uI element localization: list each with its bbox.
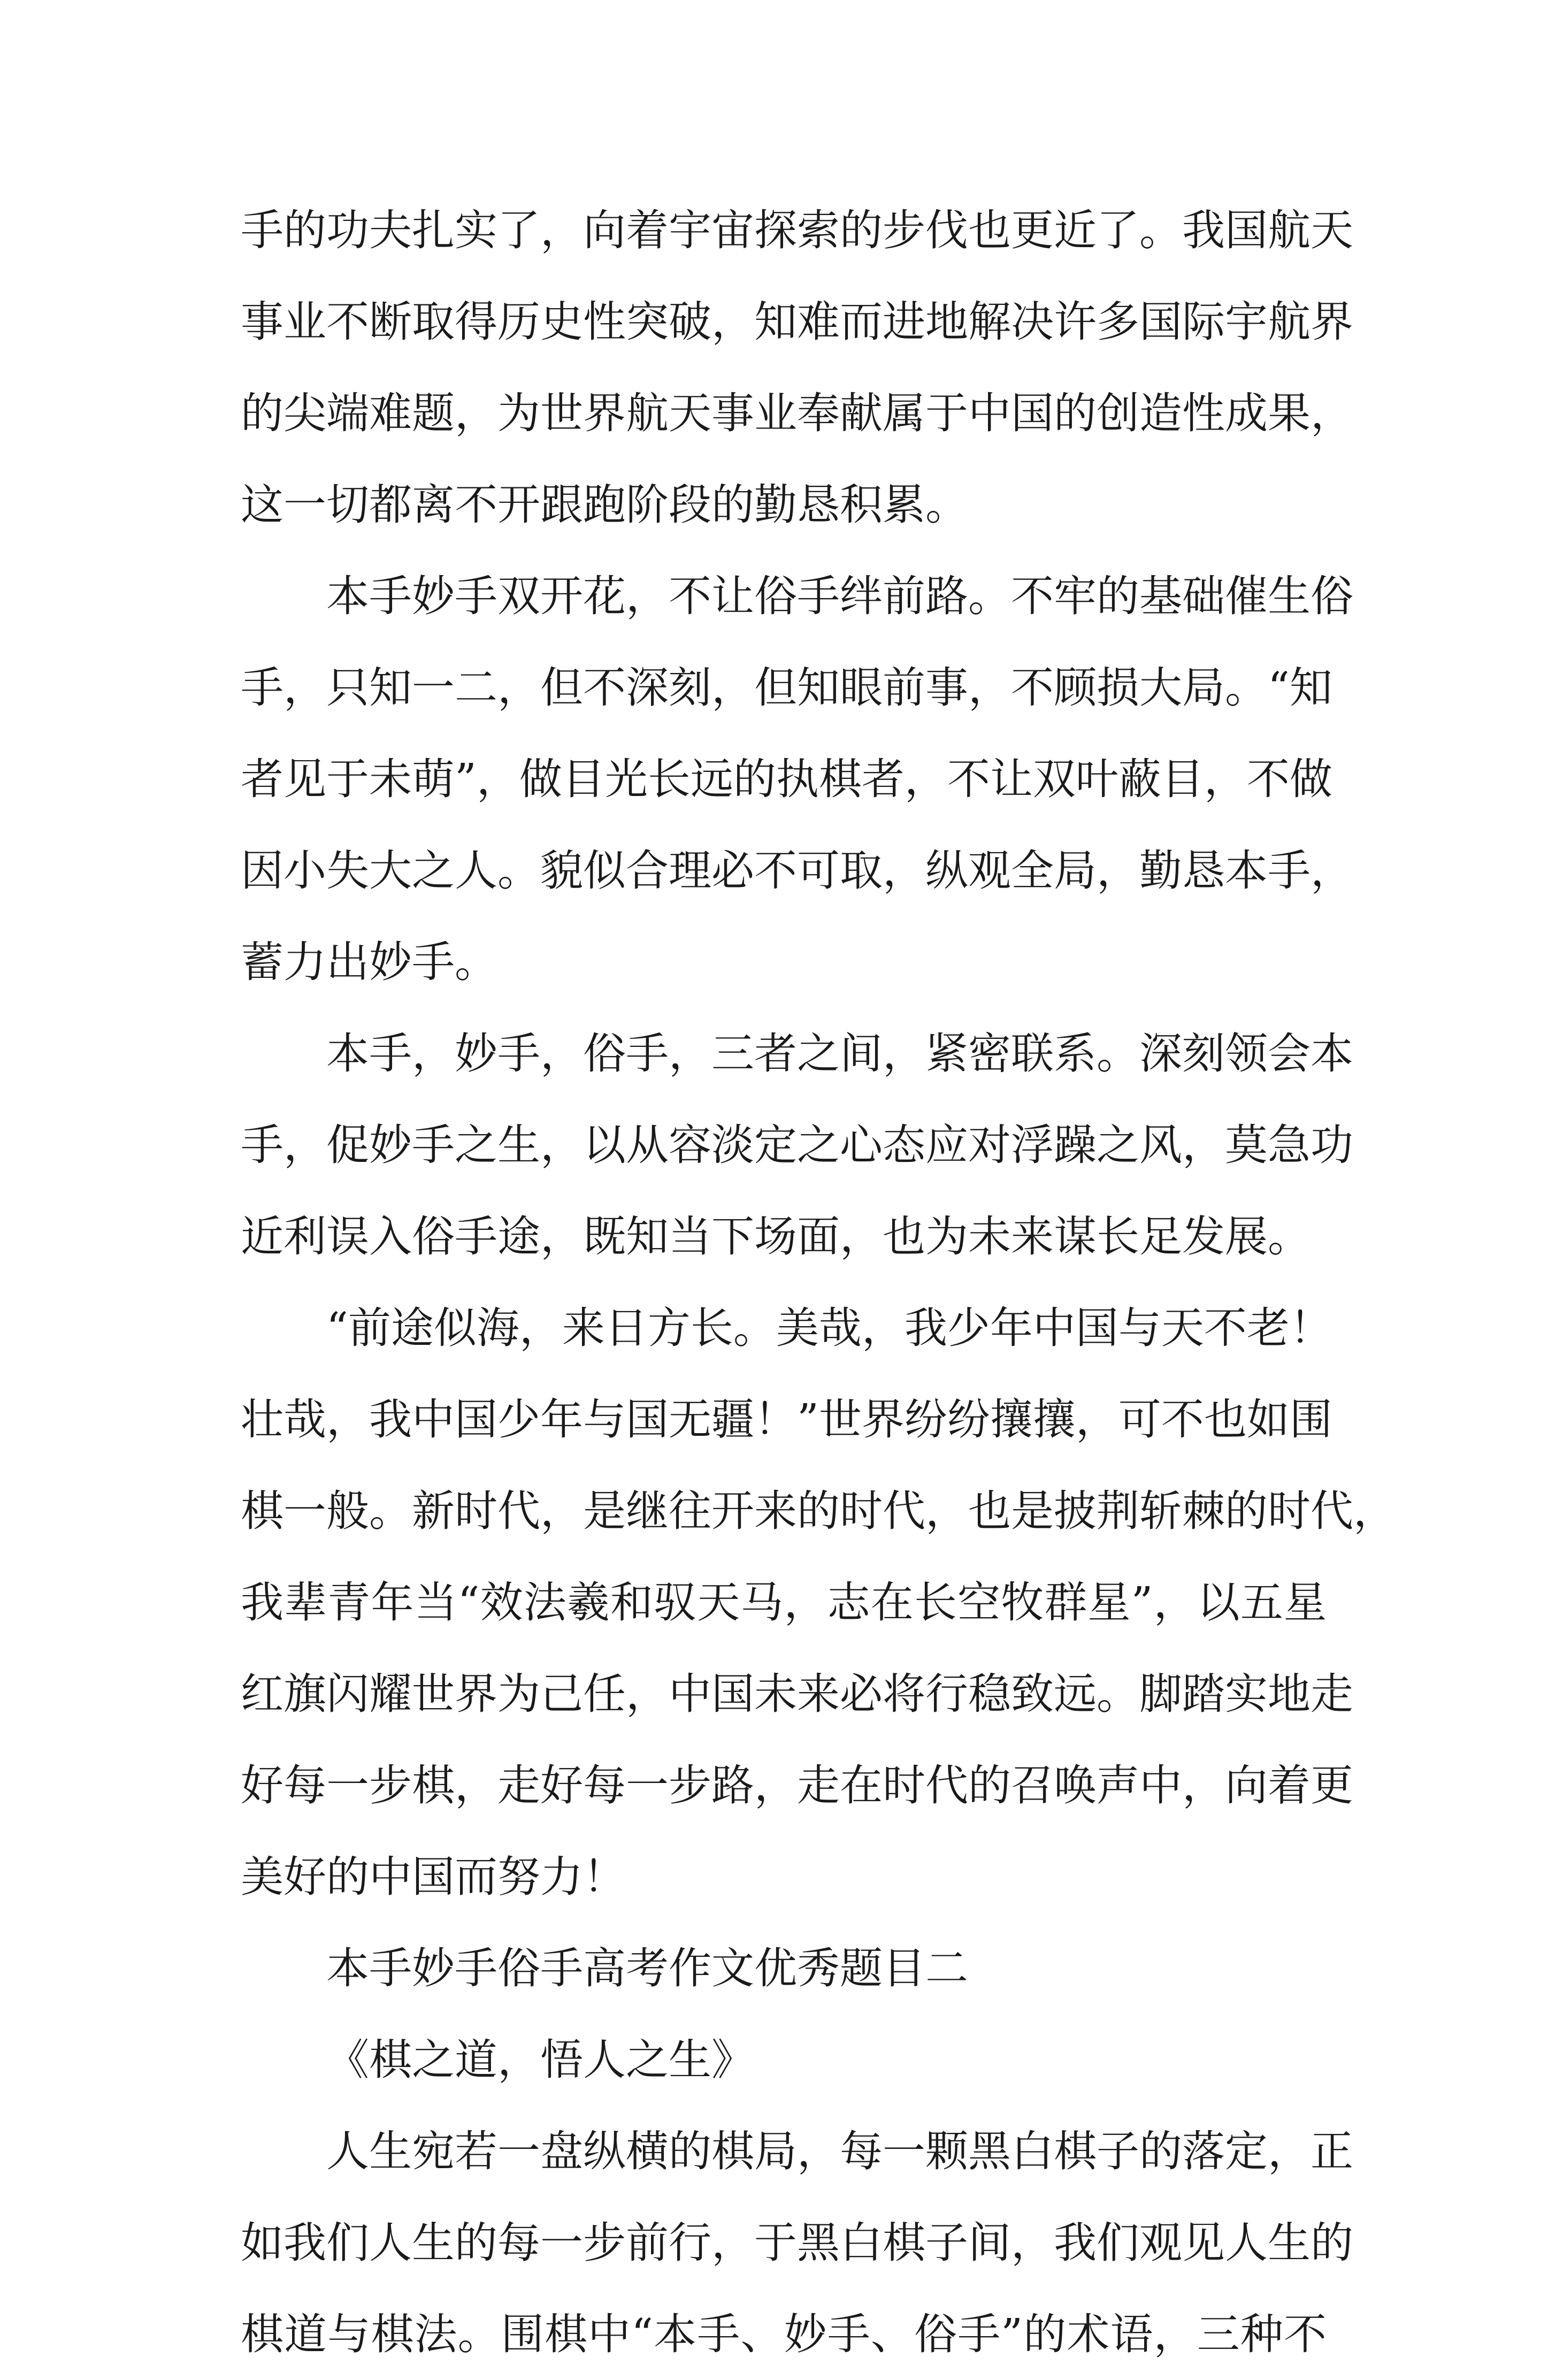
section-heading: 本手妙手俗手高考作文优秀题目二 <box>326 1943 968 1993</box>
text-line: 棋一般。新时代，是继往开来的时代，也是披荆斩棘的时代， <box>241 1486 1396 1536</box>
text-line: 壮哉，我中国少年与国无疆！”世界纷纷攘攘，可不也如围 <box>241 1395 1332 1444</box>
text-line: 因小失大之人。貌似合理必不可取，纵观全局，勤恳本手， <box>241 846 1353 896</box>
text-line: 蓄力出妙手。 <box>241 937 497 987</box>
text-line: 者见于未萌”，做目光长远的执棋者，不让双叶蔽目，不做 <box>241 754 1332 804</box>
text-line: 手，只知一二，但不深刻，但知眼前事，不顾损大局。“知 <box>241 663 1332 713</box>
essay-body <box>241 185 1396 2380</box>
text-line: 棋道与棋法。围棋中“本手、妙手、俗手”的术语，三种不 <box>241 2309 1327 2359</box>
text-line: 我辈青年当“效法羲和驭天马，志在长空牧群星”，以五星 <box>241 1578 1327 1627</box>
text-line: 手，促妙手之生，以从容淡定之心态应对浮躁之风，莫急功 <box>241 1120 1353 1170</box>
text-line: 事业不断取得历史性突破，知难而进地解决许多国际宇航界 <box>241 297 1353 347</box>
text-line: 如我们人生的每一步前行，于黑白棋子间，我们观见人生的 <box>241 2218 1353 2268</box>
text-line: 美好的中国而努力！ <box>241 1852 626 1902</box>
text-line: 手的功夫扎实了，向着宇宙探索的步伐也更近了。我国航天 <box>241 205 1353 255</box>
text-line: 红旗闪耀世界为己任，中国未来必将行稳致远。脚踏实地走 <box>241 1669 1353 1719</box>
paragraph-first-line: 本手，妙手，俗手，三者之间，紧密联系。深刻领会本 <box>326 1029 1353 1078</box>
text-line: 好每一步棋，走好每一步路，走在时代的召唤声中，向着更 <box>241 1761 1353 1810</box>
essay-title: 《棋之道，悟人之生》 <box>326 2035 754 2085</box>
paragraph-first-line: 人生宛若一盘纵横的棋局，每一颗黑白棋子的落定，正 <box>326 2126 1353 2176</box>
text-line: 近利误入俗手途，既知当下场面，也为未来谋长足发展。 <box>241 1212 1311 1261</box>
paragraph-first-line: “前途似海，来日方长。美哉，我少年中国与天不老！ <box>326 1303 1332 1353</box>
text-line: 的尖端难题，为世界航天事业奉献属于中国的创造性成果， <box>241 388 1353 438</box>
text-line: 这一切都离不开跟跑阶段的勤恳积累。 <box>241 480 968 530</box>
paragraph-first-line: 本手妙手双开花，不让俗手绊前路。不牢的基础催生俗 <box>326 571 1353 621</box>
